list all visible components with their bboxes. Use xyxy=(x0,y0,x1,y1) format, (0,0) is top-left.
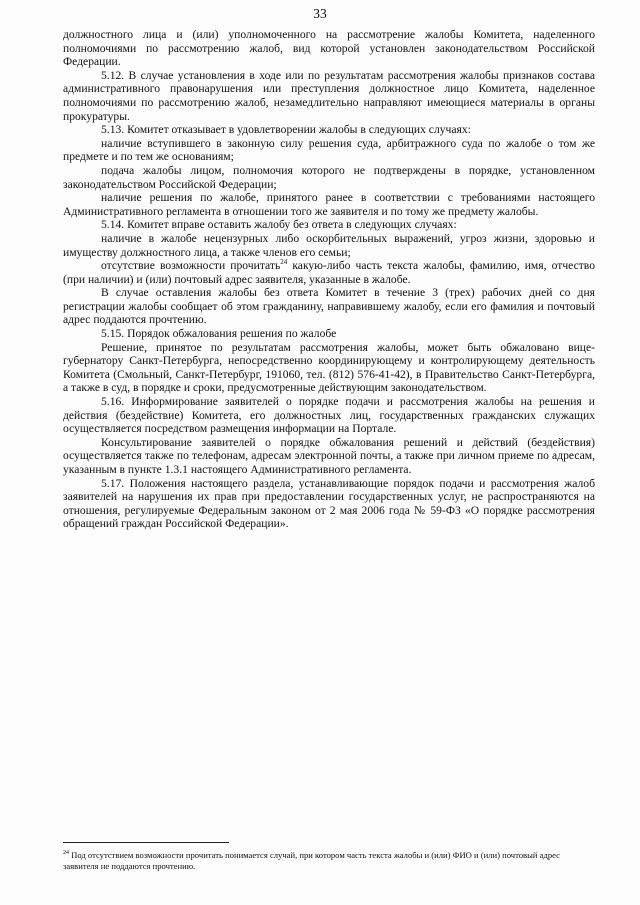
footnote-reference[interactable]: 24 xyxy=(280,258,288,267)
paragraph-5-13: 5.13. Комитет отказывает в удовлетворении жалобы в следующих случаях: xyxy=(101,123,471,137)
paragraph-5-14-unreadable-start: отсутствие возможности прочитать xyxy=(101,259,281,273)
page-number: 33 xyxy=(313,6,327,21)
paragraph-5-13-item-court: наличие вступившего в законную силу решения суда, арбитражного суда по жалобе о том же предмете и по тем же основаниям; xyxy=(63,136,595,164)
footnote-text: Под отсутствием возможности прочитать понимается случай, при котором часть текста жалобы и (или) ФИО и (или) почтовый адрес заявителя не поддаются прочтению. xyxy=(63,850,560,871)
paragraph-5-17: 5.17. Положения настоящего раздела, устанавливающие порядок подачи и рассмотрения жалоб заявителей на нарушения их прав при предоставлении государственных услуг, не распространяются на отношения, регулируемые Федеральным законом от 2 мая 2006 года № 59-ФЗ «О порядке рассмотрения обращений граждан Российской Федерации». xyxy=(63,476,595,531)
paragraph-5-15-appeal: Решение, принятое по результатам рассмотрения жалобы, может быть обжаловано вице-губернатору Санкт-Петербурга, непосредственно координирующему и контролирующему деятельность Комитета (Смольный, Санкт-Петербург, 191060, тел. (812) 576-41-42), в Правительство Санкт-Петербурга, а также в суд, в порядке и сроки, предусмотренные действующим законодательством. xyxy=(63,340,595,395)
paragraph-5-14-item-unreadable xyxy=(63,259,595,286)
footnote-divider xyxy=(63,842,229,843)
paragraph-5-16: 5.16. Информирование заявителей о порядке подачи и рассмотрения жалобы на решения и действия (бездействие) Комитета, его должностных лиц, государственных гражданских служащих осуществляется посредством размещения информации на Портале. xyxy=(63,395,595,436)
footnote xyxy=(63,850,595,872)
document-body xyxy=(63,28,595,531)
paragraph-5-12: 5.12. В случае установления в ходе или по результатам рассмотрения жалобы признаков состава административного правонарушения или преступления должностное лицо Комитета, наделенное полномочиями по рассмотрению жалоб, незамедлительно направляют имеющиеся материалы в органы прокуратуры. xyxy=(63,68,595,123)
paragraph-5-14-item-offensive: наличие в жалобе нецензурных либо оскорбительных выражений, угроз жизни, здоровью и имуществу должностного лица, а также членов его семьи; xyxy=(63,231,595,259)
paragraph-5-14: 5.14. Комитет вправе оставить жалобу без ответа в следующих случаях: xyxy=(101,218,457,232)
paragraph-5-14-no-answer: В случае оставления жалобы без ответа Комитет в течение 3 (трех) рабочих дней со дня регистрации жалобы сообщает об этом гражданину, направившему жалобу, если его фамилия и почтовый адрес поддаются прочтению. xyxy=(63,286,595,327)
footnote-number: 24 xyxy=(63,850,69,857)
paragraph-5-16-consulting: Консультирование заявителей о порядке обжалования решений и действий (бездействия) осуществляется также по телефонам, адресам электронной почты, а также при личном приеме по адресам, указанным в пункте 1.3.1 настоящего Административного регламента. xyxy=(63,435,595,476)
paragraph-5-13-item-authority: подача жалобы лицом, полномочия которого не подтверждены в порядке, установленном законодательством Российской Федерации; xyxy=(63,163,595,191)
paragraph-5-13-item-prior-decision: наличие решения по жалобе, принятого ранее в соответствии с требованиями настоящего Административного регламента в отношении того же заявителя и по тому же предмету жалобы. xyxy=(63,191,595,218)
paragraph-intro: должностного лица и (или) уполномоченного на рассмотрение жалобы Комитета, наделенного полномочиями по рассмотрению жалоб, вид которой установлен законодательством Российской Федерации. xyxy=(63,28,595,69)
paragraph-5-14-unreadable-end: какую-либо часть текста жалобы, фамилию, имя, отчество (при наличии) и (или) почтовый адрес заявителя, указанные в жалобе. xyxy=(63,259,595,286)
paragraph-5-15: 5.15. Порядок обжалования решения по жалобе xyxy=(101,327,337,341)
